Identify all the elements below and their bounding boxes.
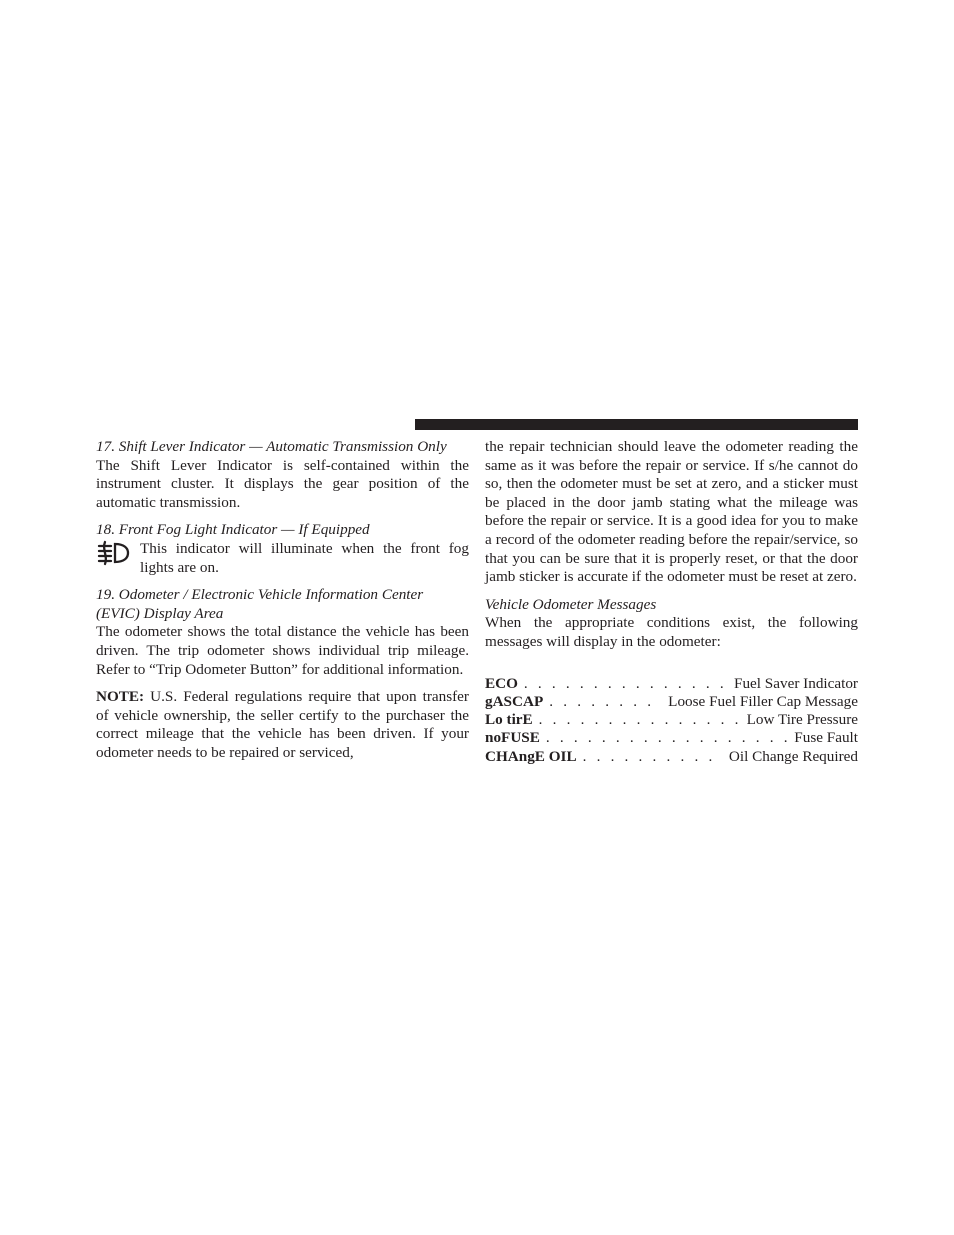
- note-text: U.S. Federal regulations require that upon transfer of vehicle ownership, the seller certify to the purchaser the correct mileage that the vehicle has been driven. If your odometer needs to be repaired or serviced,: [96, 688, 469, 761]
- right-column: [485, 438, 858, 766]
- message-desc: Low Tire Pressure: [746, 711, 858, 729]
- leader-dots: [549, 693, 662, 712]
- message-row: [485, 729, 858, 747]
- fog-light-heading: 18. Front Fog Light Indicator — If Equipped: [96, 521, 370, 539]
- leader-dots: [583, 748, 723, 767]
- odometer-note: [96, 688, 469, 762]
- fog-light-block: [96, 540, 469, 577]
- section-header-bar: [415, 419, 858, 430]
- message-code: Lo tirE: [485, 711, 533, 729]
- shift-lever-heading: 17. Shift Lever Indicator — Automatic Transmission Only: [96, 438, 447, 455]
- front-fog-light-icon: [96, 540, 130, 566]
- message-desc: Fuel Saver Indicator: [734, 674, 858, 692]
- message-desc: Fuse Fault: [794, 729, 858, 747]
- message-desc: Oil Change Required: [728, 747, 858, 765]
- odometer-body: The odometer shows the total distance the vehicle has been driven. The trip odometer shows individual trip mileage. Refer to “Trip Odometer Button” for additional information.: [96, 623, 469, 678]
- leader-dots: [546, 729, 788, 748]
- odometer-messages-heading: Vehicle Odometer Messages: [485, 595, 657, 613]
- leader-dots: [539, 711, 741, 730]
- message-row: [485, 748, 858, 766]
- odometer-note-continued: the repair technician should leave the odometer reading the same as it was before the repair or service. If s/he cannot do so, then the odometer must be set at zero, and a sticker must be placed in the door jamb stating what the mileage was before the repair or service. It is a good idea for you to make a record of the odometer reading before the repair/service, so that you can be sure that it is properly reset, or that the door jamb sticker is accurate if the odometer must be reset at zero.: [485, 438, 858, 586]
- message-code: ECO: [485, 674, 518, 692]
- message-row: [485, 675, 858, 693]
- message-code: noFUSE: [485, 729, 540, 747]
- message-code: gASCAP: [485, 692, 544, 710]
- message-row: [485, 711, 858, 729]
- fog-light-body: This indicator will illuminate when the front fog lights are on.: [140, 539, 469, 576]
- note-label: NOTE:: [96, 688, 145, 706]
- message-desc: Loose Fuel Filler Cap Message: [668, 692, 858, 710]
- odometer-messages-intro: When the appropriate conditions exist, the following messages will display in the odometer:: [485, 614, 858, 650]
- shift-lever-body: The Shift Lever Indicator is self-contained within the instrument cluster. It displays the gear position of the automatic transmission.: [96, 456, 469, 511]
- leader-dots: [524, 675, 728, 694]
- odometer-heading: 19. Odometer / Electronic Vehicle Information Center (EVIC) Display Area: [96, 586, 424, 622]
- odometer-messages-list: [485, 675, 858, 766]
- message-code: CHAngE OIL: [485, 747, 577, 765]
- message-row: [485, 693, 858, 711]
- left-column: [96, 438, 469, 763]
